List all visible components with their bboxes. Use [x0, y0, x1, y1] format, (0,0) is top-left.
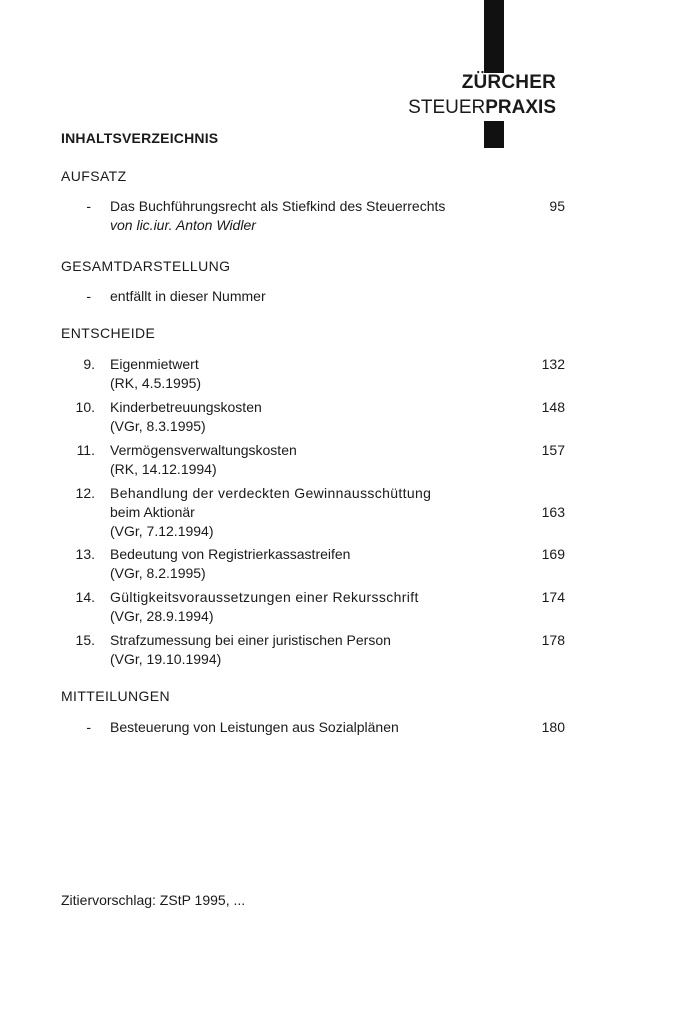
entry-body [110, 441, 510, 479]
entry-body [110, 287, 510, 306]
entry-page-number: 157 [541, 442, 565, 458]
entry-number: 15. [75, 632, 95, 648]
entry-bullet: - [86, 288, 91, 304]
entry-source: (VGr, 7.12.1994) [110, 523, 214, 539]
entry-title: Bedeutung von Registrierkassastreifen [110, 546, 351, 562]
entry-number: 12. [75, 485, 95, 501]
entry-title: Gültigkeitsvoraussetzungen einer Rekursschrift [110, 589, 419, 605]
brand-name-regular: STEUER [408, 97, 486, 118]
entry-body [110, 355, 510, 393]
section-title-gesamtdarstellung: GESAMTDARSTELLUNG [61, 258, 231, 274]
entry-source: (RK, 14.12.1994) [110, 461, 217, 477]
entry-title: Kinderbetreuungskosten [110, 399, 262, 415]
entry-body [110, 631, 510, 669]
brand-name-bold: PRAXIS [485, 97, 556, 118]
entry-title-continued: beim Aktionär [110, 504, 195, 520]
entry-title: Behandlung der verdeckten Gewinnausschüttung [110, 485, 432, 501]
entry-source: (VGr, 19.10.1994) [110, 651, 222, 667]
entry-title: Das Buchführungsrecht als Stiefkind des Steuerrechts [110, 198, 446, 214]
entry-author: von lic.iur. Anton Widler [110, 217, 256, 233]
entry-body [110, 197, 510, 235]
brand-bar-top [484, 0, 504, 73]
brand-name-line2 [408, 97, 556, 119]
entry-body [110, 588, 510, 626]
entry-number: 14. [75, 589, 95, 605]
entry-number: 11. [76, 442, 95, 458]
section-title-mitteilungen: MITTEILUNGEN [61, 688, 171, 704]
entry-source: (VGr, 28.9.1994) [110, 608, 214, 624]
entry-page-number: 95 [549, 198, 565, 214]
entry-number: 9. [83, 356, 95, 372]
entry-page-number: 163 [541, 504, 565, 520]
entry-page-number: 132 [541, 356, 565, 372]
entry-page-number: 178 [541, 632, 565, 648]
brand-bar-bottom [484, 121, 504, 148]
entry-number: 10. [75, 399, 95, 415]
entry-body [110, 398, 510, 436]
entry-page-number: 180 [541, 719, 565, 735]
section-title-entscheide: ENTSCHEIDE [61, 325, 156, 341]
citation-suggestion: Zitiervorschlag: ZStP 1995, ... [61, 892, 246, 908]
entry-bullet: - [86, 198, 91, 214]
entry-title: Vermögensverwaltungskosten [110, 442, 297, 458]
entry-page-number: 174 [541, 589, 565, 605]
entry-source: (VGr, 8.2.1995) [110, 565, 206, 581]
entry-title: entfällt in dieser Nummer [110, 288, 266, 304]
entry-page-number: 148 [541, 399, 565, 415]
entry-body [110, 484, 510, 541]
entry-title: Eigenmietwert [110, 356, 199, 372]
brand-name-line1: ZÜRCHER [461, 72, 556, 93]
entry-source: (VGr, 8.3.1995) [110, 418, 206, 434]
toc-heading: INHALTSVERZEICHNIS [61, 130, 219, 146]
entry-body [110, 545, 510, 583]
entry-bullet: - [86, 719, 91, 735]
entry-number: 13. [75, 546, 95, 562]
entry-title: Besteuerung von Leistungen aus Sozialplänen [110, 719, 399, 735]
section-title-aufsatz: AUFSATZ [61, 168, 127, 184]
entry-page-number: 169 [541, 546, 565, 562]
entry-source: (RK, 4.5.1995) [110, 375, 202, 391]
entry-body [110, 718, 510, 737]
entry-title: Strafzumessung bei einer juristischen Person [110, 632, 391, 648]
